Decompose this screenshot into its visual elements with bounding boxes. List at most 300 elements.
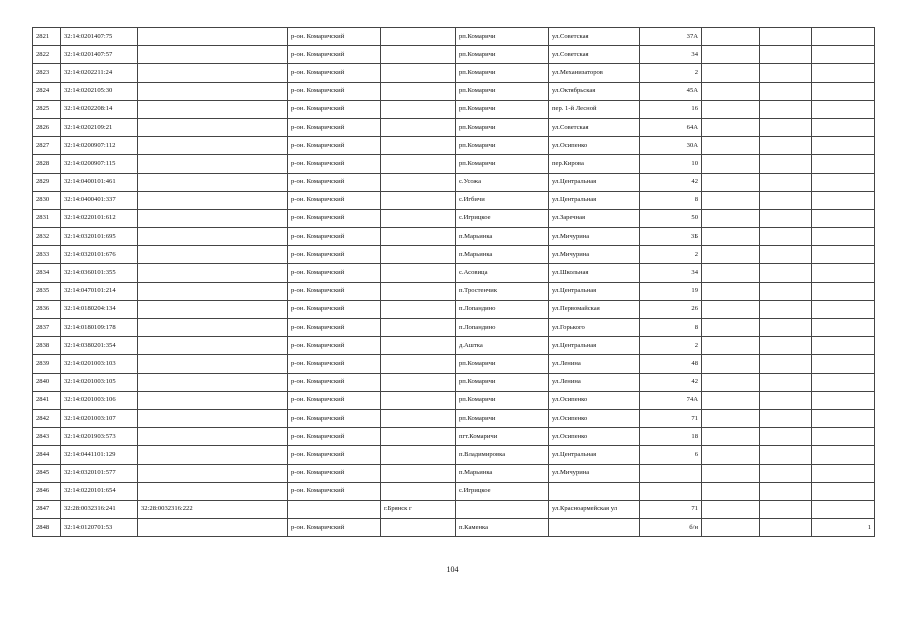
old-cadastral-number-cell [138,28,288,46]
row-number-cell: 2839 [33,355,61,373]
extra-cell-2 [760,373,812,391]
city-cell [381,482,456,500]
locality-cell: рп.Комаричи [456,64,549,82]
district-cell: р-он. Комаричский [288,355,381,373]
locality-cell: пгт.Комаричи [456,428,549,446]
table-row [33,428,875,446]
street-cell: ул.Школьная [549,264,640,282]
old-cadastral-number-cell [138,173,288,191]
house-number-cell: 42 [640,373,702,391]
row-number-cell: 2827 [33,137,61,155]
extra-cell-1 [702,428,760,446]
old-cadastral-number-cell [138,228,288,246]
extra-cell-2 [760,300,812,318]
extra-cell-1 [702,28,760,46]
city-cell: г.Брянск г [381,500,456,518]
extra-cell-3 [812,118,875,136]
old-cadastral-number-cell [138,428,288,446]
district-cell: р-он. Комаричский [288,446,381,464]
extra-cell-2 [760,409,812,427]
table-row [33,264,875,282]
extra-cell-1 [702,391,760,409]
row-number-cell: 2821 [33,28,61,46]
street-cell: ул.Ленина [549,355,640,373]
row-number-cell: 2841 [33,391,61,409]
city-cell [381,137,456,155]
old-cadastral-number-cell [138,300,288,318]
extra-cell-3 [812,100,875,118]
extra-cell-1 [702,137,760,155]
row-number-cell: 2835 [33,282,61,300]
extra-cell-3 [812,264,875,282]
house-number-cell: 18 [640,428,702,446]
table-row [33,409,875,427]
table-row [33,500,875,518]
house-number-cell: 71 [640,500,702,518]
extra-cell-1 [702,482,760,500]
old-cadastral-number-cell [138,191,288,209]
district-cell: р-он. Комаричский [288,428,381,446]
table-row [33,64,875,82]
house-number-cell: 3Б [640,228,702,246]
house-number-cell: б/н [640,519,702,537]
row-number-cell: 2825 [33,100,61,118]
old-cadastral-number-cell [138,355,288,373]
extra-cell-1 [702,209,760,227]
house-number-cell: 2 [640,246,702,264]
extra-cell-2 [760,446,812,464]
locality-cell: д.Аштка [456,337,549,355]
table-row [33,28,875,46]
old-cadastral-number-cell [138,155,288,173]
house-number-cell: 16 [640,100,702,118]
old-cadastral-number-cell [138,82,288,100]
city-cell [381,446,456,464]
locality-cell: рп.Комаричи [456,355,549,373]
city-cell [381,464,456,482]
house-number-cell: 42 [640,173,702,191]
district-cell: р-он. Комаричский [288,137,381,155]
table-row [33,155,875,173]
city-cell [381,46,456,64]
house-number-cell: 48 [640,355,702,373]
district-cell: р-он. Комаричский [288,391,381,409]
extra-cell-1 [702,300,760,318]
old-cadastral-number-cell [138,264,288,282]
district-cell: р-он. Комаричский [288,300,381,318]
extra-cell-3 [812,46,875,64]
house-number-cell: 2 [640,64,702,82]
old-cadastral-number-cell [138,519,288,537]
extra-cell-3 [812,191,875,209]
extra-cell-2 [760,191,812,209]
table-row [33,464,875,482]
row-number-cell: 2823 [33,64,61,82]
row-number-cell: 2845 [33,464,61,482]
street-cell: ул.Механизаторов [549,64,640,82]
extra-cell-3 [812,355,875,373]
locality-cell: рп.Комаричи [456,409,549,427]
locality-cell: рп.Комаричи [456,28,549,46]
extra-cell-1 [702,355,760,373]
table-row [33,228,875,246]
extra-cell-2 [760,209,812,227]
cadastral-number-cell: 32:14:0120701:53 [61,519,138,537]
city-cell [381,28,456,46]
district-cell: р-он. Комаричский [288,28,381,46]
street-cell: ул.Заречная [549,209,640,227]
extra-cell-2 [760,282,812,300]
extra-cell-3 [812,300,875,318]
house-number-cell [640,464,702,482]
street-cell: ул.Советская [549,46,640,64]
street-cell: ул.Центральная [549,337,640,355]
row-number-cell: 2833 [33,246,61,264]
extra-cell-3 [812,246,875,264]
extra-cell-3 [812,391,875,409]
house-number-cell: 2 [640,337,702,355]
street-cell: пер.Кирова [549,155,640,173]
district-cell: р-он. Комаричский [288,409,381,427]
table-row [33,519,875,537]
street-cell: ул.Мичурина [549,246,640,264]
street-cell: ул.Первомайская [549,300,640,318]
city-cell [381,519,456,537]
old-cadastral-number-cell [138,100,288,118]
cadastral-number-cell: 32:14:0400101:461 [61,173,138,191]
house-number-cell: 6 [640,446,702,464]
street-cell [549,519,640,537]
city-cell [381,209,456,227]
cadastral-number-cell: 32:14:0220101:612 [61,209,138,227]
table-row [33,337,875,355]
cadastral-number-cell: 32:14:0180204:134 [61,300,138,318]
street-cell: ул.Горького [549,319,640,337]
district-cell: р-он. Комаричский [288,337,381,355]
house-number-cell: 30А [640,137,702,155]
extra-cell-2 [760,482,812,500]
extra-cell-1 [702,319,760,337]
extra-cell-3 [812,409,875,427]
row-number-cell: 2831 [33,209,61,227]
locality-cell: п.Лопандино [456,319,549,337]
district-cell: р-он. Комаричский [288,46,381,64]
city-cell [381,246,456,264]
row-number-cell: 2832 [33,228,61,246]
extra-cell-1 [702,155,760,173]
extra-cell-2 [760,319,812,337]
district-cell: р-он. Комаричский [288,282,381,300]
city-cell [381,319,456,337]
house-number-cell: 71 [640,409,702,427]
house-number-cell: 34 [640,46,702,64]
extra-cell-3 [812,64,875,82]
locality-cell: рп.Комаричи [456,82,549,100]
street-cell: ул.Центральная [549,191,640,209]
extra-cell-2 [760,391,812,409]
extra-cell-3 [812,82,875,100]
table-row [33,209,875,227]
old-cadastral-number-cell [138,482,288,500]
cadastral-number-cell: 32:14:0400401:337 [61,191,138,209]
old-cadastral-number-cell [138,46,288,64]
extra-cell-3 [812,319,875,337]
house-number-cell: 50 [640,209,702,227]
district-cell: р-он. Комаричский [288,191,381,209]
cadastral-number-cell: 32:14:0320101:577 [61,464,138,482]
old-cadastral-number-cell [138,118,288,136]
row-number-cell: 2834 [33,264,61,282]
cadastral-number-cell: 32:14:0202109:21 [61,118,138,136]
house-number-cell: 8 [640,191,702,209]
old-cadastral-number-cell [138,391,288,409]
house-number-cell: 37А [640,28,702,46]
extra-cell-3 [812,428,875,446]
cadastral-number-cell: 32:14:0201003:107 [61,409,138,427]
old-cadastral-number-cell [138,246,288,264]
extra-cell-3 [812,209,875,227]
old-cadastral-number-cell [138,64,288,82]
house-number-cell: 34 [640,264,702,282]
city-cell [381,100,456,118]
extra-cell-2 [760,173,812,191]
extra-cell-2 [760,118,812,136]
extra-cell-2 [760,337,812,355]
extra-cell-2 [760,355,812,373]
extra-cell-2 [760,64,812,82]
locality-cell [456,500,549,518]
locality-cell: рп.Комаричи [456,137,549,155]
district-cell: р-он. Комаричский [288,264,381,282]
extra-cell-3 [812,228,875,246]
old-cadastral-number-cell [138,373,288,391]
extra-cell-3 [812,482,875,500]
street-cell: ул.Советская [549,118,640,136]
district-cell: р-он. Комаричский [288,246,381,264]
old-cadastral-number-cell [138,282,288,300]
locality-cell: с.Игрицкое [456,209,549,227]
row-number-cell: 2838 [33,337,61,355]
city-cell [381,355,456,373]
cadastral-number-cell: 32:14:0202208:14 [61,100,138,118]
extra-cell-1 [702,100,760,118]
district-cell: р-он. Комаричский [288,482,381,500]
street-cell: ул.Советская [549,28,640,46]
cadastral-number-cell: 32:14:0201407:57 [61,46,138,64]
district-cell: р-он. Комаричский [288,100,381,118]
cadastral-number-cell: 32:14:0200907:115 [61,155,138,173]
row-number-cell: 2846 [33,482,61,500]
page-number: 104 [446,565,459,574]
row-number-cell: 2824 [33,82,61,100]
extra-cell-1 [702,500,760,518]
old-cadastral-number-cell [138,409,288,427]
extra-cell-2 [760,228,812,246]
extra-cell-1 [702,519,760,537]
house-number-cell: 45А [640,82,702,100]
row-number-cell: 2842 [33,409,61,427]
street-cell: ул.Осипенко [549,428,640,446]
register-table [32,27,875,537]
extra-cell-2 [760,137,812,155]
locality-cell: п.Каменка [456,519,549,537]
extra-cell-1 [702,64,760,82]
locality-cell: рп.Комаричи [456,155,549,173]
house-number-cell [640,482,702,500]
extra-cell-2 [760,100,812,118]
locality-cell: с.Асовица [456,264,549,282]
row-number-cell: 2829 [33,173,61,191]
table-row [33,118,875,136]
district-cell: р-он. Комаричский [288,373,381,391]
city-cell [381,118,456,136]
district-cell: р-он. Комаричский [288,155,381,173]
street-cell: ул.Осипенко [549,409,640,427]
cadastral-number-cell: 32:14:0360101:355 [61,264,138,282]
street-cell: ул.Октябрьская [549,82,640,100]
street-cell: ул.Центральная [549,282,640,300]
district-cell: р-он. Комаричский [288,82,381,100]
table-row [33,173,875,191]
district-cell: р-он. Комаричский [288,319,381,337]
city-cell [381,191,456,209]
locality-cell: п.Владимировка [456,446,549,464]
cadastral-number-cell: 32:14:0320101:676 [61,246,138,264]
street-cell: ул.Красноармейская ул [549,500,640,518]
locality-cell: п.Марьинка [456,246,549,264]
house-number-cell: 10 [640,155,702,173]
row-number-cell: 2830 [33,191,61,209]
cadastral-number-cell: 32:14:0201003:105 [61,373,138,391]
row-number-cell: 2844 [33,446,61,464]
extra-cell-3 [812,173,875,191]
extra-cell-1 [702,464,760,482]
row-number-cell: 2826 [33,118,61,136]
cadastral-number-cell: 32:14:0201903:573 [61,428,138,446]
street-cell: ул.Осипенко [549,391,640,409]
old-cadastral-number-cell: 32:28:0032316:222 [138,500,288,518]
row-number-cell: 2828 [33,155,61,173]
cadastral-number-cell: 32:14:0470101:214 [61,282,138,300]
extra-cell-2 [760,264,812,282]
city-cell [381,373,456,391]
table-row [33,482,875,500]
cadastral-number-cell: 32:14:0202211:24 [61,64,138,82]
extra-cell-2 [760,46,812,64]
locality-cell: п.Марьинка [456,228,549,246]
row-number-cell: 2843 [33,428,61,446]
extra-cell-3 [812,337,875,355]
table-row [33,319,875,337]
district-cell: р-он. Комаричский [288,228,381,246]
extra-cell-3: 1 [812,519,875,537]
row-number-cell: 2822 [33,46,61,64]
street-cell: ул.Мичурина [549,228,640,246]
district-cell: р-он. Комаричский [288,519,381,537]
house-number-cell: 26 [640,300,702,318]
extra-cell-1 [702,409,760,427]
cadastral-number-cell: 32:14:0201003:106 [61,391,138,409]
table-body [33,28,875,537]
table-row [33,282,875,300]
row-number-cell: 2836 [33,300,61,318]
extra-cell-2 [760,519,812,537]
table-row [33,46,875,64]
street-cell: ул.Осипенко [549,137,640,155]
extra-cell-1 [702,46,760,64]
table-row [33,100,875,118]
cadastral-number-cell: 32:14:0441101:129 [61,446,138,464]
district-cell [288,500,381,518]
table-row [33,246,875,264]
extra-cell-2 [760,155,812,173]
street-cell: ул.Мичурина [549,464,640,482]
extra-cell-1 [702,337,760,355]
cadastral-number-cell: 32:14:0380201:354 [61,337,138,355]
table-row [33,391,875,409]
street-cell [549,482,640,500]
street-cell: ул.Центральная [549,173,640,191]
old-cadastral-number-cell [138,337,288,355]
city-cell [381,228,456,246]
extra-cell-1 [702,118,760,136]
locality-cell: рп.Комаричи [456,391,549,409]
street-cell: ул.Ленина [549,373,640,391]
district-cell: р-он. Комаричский [288,118,381,136]
locality-cell: рп.Комаричи [456,46,549,64]
house-number-cell: 64А [640,118,702,136]
extra-cell-3 [812,282,875,300]
district-cell: р-он. Комаричский [288,464,381,482]
table-row [33,446,875,464]
city-cell [381,409,456,427]
city-cell [381,428,456,446]
locality-cell: рп.Комаричи [456,118,549,136]
extra-cell-2 [760,500,812,518]
extra-cell-3 [812,28,875,46]
extra-cell-2 [760,28,812,46]
city-cell [381,391,456,409]
street-cell: пер. 1-й Лесной [549,100,640,118]
extra-cell-2 [760,464,812,482]
extra-cell-2 [760,246,812,264]
extra-cell-1 [702,228,760,246]
old-cadastral-number-cell [138,209,288,227]
city-cell [381,173,456,191]
old-cadastral-number-cell [138,446,288,464]
district-cell: р-он. Комаричский [288,64,381,82]
row-number-cell: 2840 [33,373,61,391]
locality-cell: п.Марьинка [456,464,549,482]
extra-cell-1 [702,264,760,282]
table-row [33,191,875,209]
locality-cell: п.Лопандино [456,300,549,318]
extra-cell-3 [812,500,875,518]
row-number-cell: 2848 [33,519,61,537]
table-row [33,82,875,100]
table-row [33,373,875,391]
house-number-cell: 8 [640,319,702,337]
extra-cell-2 [760,428,812,446]
extra-cell-1 [702,246,760,264]
city-cell [381,282,456,300]
locality-cell: рп.Комаричи [456,100,549,118]
city-cell [381,264,456,282]
locality-cell: с.Игбичи [456,191,549,209]
city-cell [381,155,456,173]
city-cell [381,337,456,355]
city-cell [381,82,456,100]
